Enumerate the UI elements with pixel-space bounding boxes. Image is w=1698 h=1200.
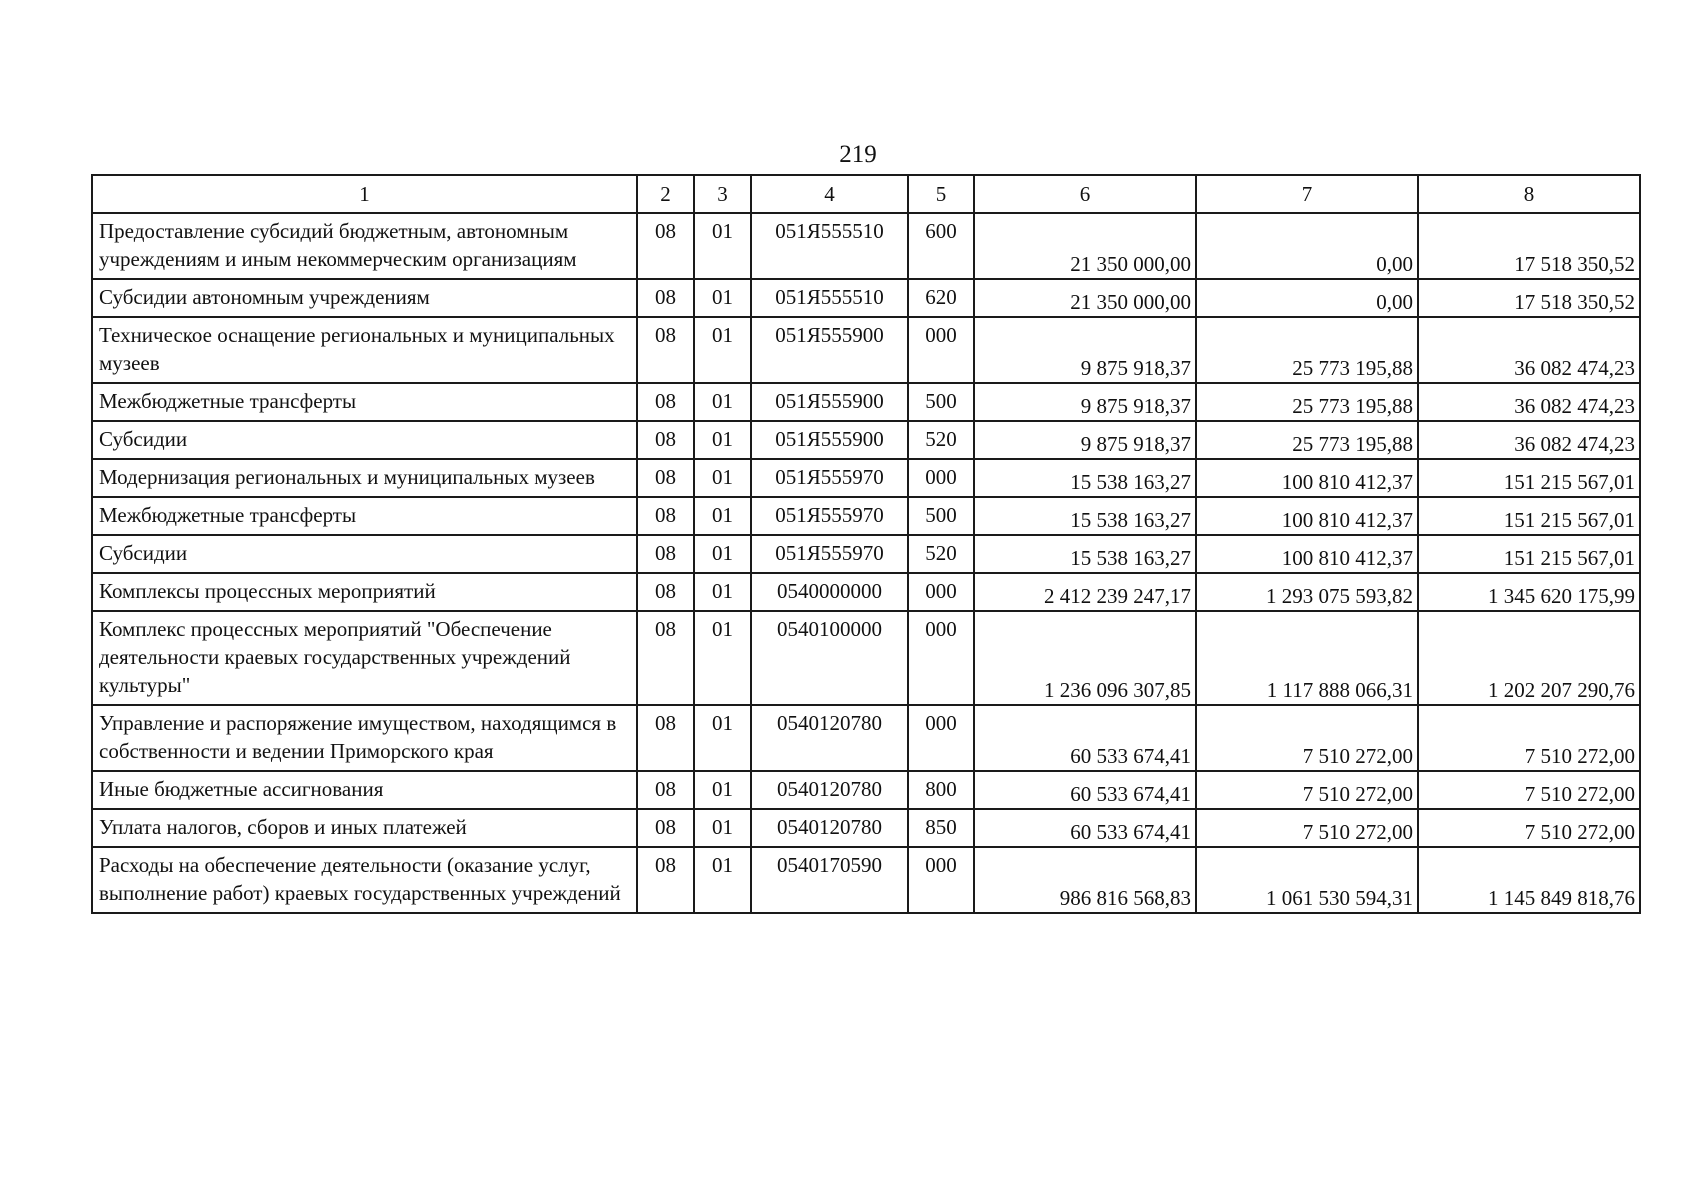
row-subsection: 01 bbox=[694, 573, 751, 611]
row-target-code: 051Я555900 bbox=[751, 317, 908, 383]
row-amount-col-7: 7 510 272,00 bbox=[1196, 771, 1418, 809]
row-amount-col-8: 7 510 272,00 bbox=[1418, 705, 1640, 771]
row-amount-col-8: 7 510 272,00 bbox=[1418, 809, 1640, 847]
row-amount-col-6: 60 533 674,41 bbox=[974, 809, 1196, 847]
row-amount-col-7: 0,00 bbox=[1196, 213, 1418, 279]
table-row bbox=[92, 213, 1640, 279]
row-target-code: 0540120780 bbox=[751, 705, 908, 771]
table-row bbox=[92, 573, 1640, 611]
row-subsection: 01 bbox=[694, 847, 751, 913]
table-row bbox=[92, 421, 1640, 459]
row-amount-col-7: 1 293 075 593,82 bbox=[1196, 573, 1418, 611]
row-subsection: 01 bbox=[694, 213, 751, 279]
row-section: 08 bbox=[637, 213, 694, 279]
row-amount-col-7: 25 773 195,88 bbox=[1196, 421, 1418, 459]
row-expense-type: 500 bbox=[908, 497, 974, 535]
header-col-2: 2 bbox=[637, 175, 694, 213]
row-subsection: 01 bbox=[694, 771, 751, 809]
row-amount-col-8: 36 082 474,23 bbox=[1418, 421, 1640, 459]
table-row bbox=[92, 847, 1640, 913]
row-name: Модернизация региональных и муниципальных музеев bbox=[92, 459, 637, 497]
row-amount-col-7: 7 510 272,00 bbox=[1196, 809, 1418, 847]
row-amount-col-8: 151 215 567,01 bbox=[1418, 497, 1640, 535]
header-col-1: 1 bbox=[92, 175, 637, 213]
row-amount-col-7: 100 810 412,37 bbox=[1196, 535, 1418, 573]
row-subsection: 01 bbox=[694, 279, 751, 317]
row-expense-type: 000 bbox=[908, 317, 974, 383]
table-row bbox=[92, 611, 1640, 705]
row-section: 08 bbox=[637, 383, 694, 421]
row-name: Межбюджетные трансферты bbox=[92, 383, 637, 421]
page-number: 219 bbox=[839, 141, 877, 168]
row-target-code: 0540100000 bbox=[751, 611, 908, 705]
row-target-code: 0540120780 bbox=[751, 771, 908, 809]
row-expense-type: 800 bbox=[908, 771, 974, 809]
row-subsection: 01 bbox=[694, 705, 751, 771]
row-target-code: 051Я555970 bbox=[751, 535, 908, 573]
table-row bbox=[92, 459, 1640, 497]
row-target-code: 051Я555900 bbox=[751, 421, 908, 459]
row-expense-type: 000 bbox=[908, 459, 974, 497]
table-row bbox=[92, 535, 1640, 573]
header-col-3: 3 bbox=[694, 175, 751, 213]
row-target-code: 051Я555510 bbox=[751, 279, 908, 317]
row-name: Управление и распоряжение имуществом, находящимся в собственности и ведении Приморского края bbox=[92, 705, 637, 771]
row-amount-col-6: 15 538 163,27 bbox=[974, 497, 1196, 535]
row-subsection: 01 bbox=[694, 383, 751, 421]
table-row bbox=[92, 497, 1640, 535]
row-amount-col-8: 151 215 567,01 bbox=[1418, 459, 1640, 497]
row-expense-type: 600 bbox=[908, 213, 974, 279]
row-subsection: 01 bbox=[694, 421, 751, 459]
row-target-code: 0540170590 bbox=[751, 847, 908, 913]
row-name: Уплата налогов, сборов и иных платежей bbox=[92, 809, 637, 847]
row-expense-type: 000 bbox=[908, 705, 974, 771]
row-amount-col-6: 2 412 239 247,17 bbox=[974, 573, 1196, 611]
row-subsection: 01 bbox=[694, 535, 751, 573]
row-amount-col-8: 36 082 474,23 bbox=[1418, 317, 1640, 383]
row-name: Комплекс процессных мероприятий "Обеспечение деятельности краевых государственных учреждений культуры" bbox=[92, 611, 637, 705]
row-name: Расходы на обеспечение деятельности (оказание услуг, выполнение работ) краевых государственных учреждений bbox=[92, 847, 637, 913]
table-row bbox=[92, 705, 1640, 771]
row-amount-col-8: 17 518 350,52 bbox=[1418, 279, 1640, 317]
row-subsection: 01 bbox=[694, 809, 751, 847]
row-target-code: 051Я555970 bbox=[751, 459, 908, 497]
row-target-code: 051Я555900 bbox=[751, 383, 908, 421]
row-subsection: 01 bbox=[694, 497, 751, 535]
row-section: 08 bbox=[637, 497, 694, 535]
row-target-code: 051Я555510 bbox=[751, 213, 908, 279]
row-amount-col-6: 21 350 000,00 bbox=[974, 213, 1196, 279]
row-name: Техническое оснащение региональных и муниципальных музеев bbox=[92, 317, 637, 383]
row-amount-col-8: 1 145 849 818,76 bbox=[1418, 847, 1640, 913]
row-amount-col-8: 7 510 272,00 bbox=[1418, 771, 1640, 809]
header-row bbox=[92, 175, 1640, 213]
row-amount-col-6: 15 538 163,27 bbox=[974, 459, 1196, 497]
header-col-5: 5 bbox=[908, 175, 974, 213]
row-amount-col-7: 100 810 412,37 bbox=[1196, 497, 1418, 535]
row-amount-col-6: 21 350 000,00 bbox=[974, 279, 1196, 317]
row-section: 08 bbox=[637, 771, 694, 809]
row-expense-type: 500 bbox=[908, 383, 974, 421]
row-expense-type: 520 bbox=[908, 535, 974, 573]
row-section: 08 bbox=[637, 279, 694, 317]
row-amount-col-6: 9 875 918,37 bbox=[974, 421, 1196, 459]
row-amount-col-6: 1 236 096 307,85 bbox=[974, 611, 1196, 705]
header-col-8: 8 bbox=[1418, 175, 1640, 213]
row-amount-col-7: 1 061 530 594,31 bbox=[1196, 847, 1418, 913]
row-amount-col-8: 17 518 350,52 bbox=[1418, 213, 1640, 279]
row-amount-col-7: 7 510 272,00 bbox=[1196, 705, 1418, 771]
row-amount-col-8: 151 215 567,01 bbox=[1418, 535, 1640, 573]
row-name: Межбюджетные трансферты bbox=[92, 497, 637, 535]
row-name: Субсидии bbox=[92, 421, 637, 459]
row-section: 08 bbox=[637, 573, 694, 611]
row-section: 08 bbox=[637, 421, 694, 459]
row-section: 08 bbox=[637, 705, 694, 771]
row-amount-col-7: 25 773 195,88 bbox=[1196, 317, 1418, 383]
row-amount-col-6: 15 538 163,27 bbox=[974, 535, 1196, 573]
row-amount-col-6: 60 533 674,41 bbox=[974, 705, 1196, 771]
row-amount-col-7: 1 117 888 066,31 bbox=[1196, 611, 1418, 705]
row-expense-type: 520 bbox=[908, 421, 974, 459]
row-expense-type: 620 bbox=[908, 279, 974, 317]
row-amount-col-6: 986 816 568,83 bbox=[974, 847, 1196, 913]
row-expense-type: 000 bbox=[908, 847, 974, 913]
row-name: Предоставление субсидий бюджетным, автономным учреждениям и иным некоммерческим организациям bbox=[92, 213, 637, 279]
header-col-7: 7 bbox=[1196, 175, 1418, 213]
row-section: 08 bbox=[637, 535, 694, 573]
row-section: 08 bbox=[637, 611, 694, 705]
table-row bbox=[92, 383, 1640, 421]
row-section: 08 bbox=[637, 847, 694, 913]
header-col-6: 6 bbox=[974, 175, 1196, 213]
row-target-code: 051Я555970 bbox=[751, 497, 908, 535]
row-target-code: 0540000000 bbox=[751, 573, 908, 611]
table-row bbox=[92, 279, 1640, 317]
row-expense-type: 000 bbox=[908, 611, 974, 705]
row-amount-col-7: 25 773 195,88 bbox=[1196, 383, 1418, 421]
row-section: 08 bbox=[637, 317, 694, 383]
header-col-4: 4 bbox=[751, 175, 908, 213]
row-name: Субсидии bbox=[92, 535, 637, 573]
row-amount-col-8: 1 202 207 290,76 bbox=[1418, 611, 1640, 705]
budget-table bbox=[91, 174, 1641, 914]
row-expense-type: 000 bbox=[908, 573, 974, 611]
row-amount-col-6: 9 875 918,37 bbox=[974, 317, 1196, 383]
table-row bbox=[92, 771, 1640, 809]
row-expense-type: 850 bbox=[908, 809, 974, 847]
row-name: Иные бюджетные ассигнования bbox=[92, 771, 637, 809]
row-subsection: 01 bbox=[694, 611, 751, 705]
row-subsection: 01 bbox=[694, 317, 751, 383]
row-amount-col-8: 1 345 620 175,99 bbox=[1418, 573, 1640, 611]
row-section: 08 bbox=[637, 809, 694, 847]
row-name: Комплексы процессных мероприятий bbox=[92, 573, 637, 611]
row-amount-col-6: 9 875 918,37 bbox=[974, 383, 1196, 421]
table-row bbox=[92, 809, 1640, 847]
row-target-code: 0540120780 bbox=[751, 809, 908, 847]
row-name: Субсидии автономным учреждениям bbox=[92, 279, 637, 317]
table-row bbox=[92, 317, 1640, 383]
row-amount-col-7: 0,00 bbox=[1196, 279, 1418, 317]
row-subsection: 01 bbox=[694, 459, 751, 497]
row-amount-col-8: 36 082 474,23 bbox=[1418, 383, 1640, 421]
row-section: 08 bbox=[637, 459, 694, 497]
row-amount-col-6: 60 533 674,41 bbox=[974, 771, 1196, 809]
row-amount-col-7: 100 810 412,37 bbox=[1196, 459, 1418, 497]
